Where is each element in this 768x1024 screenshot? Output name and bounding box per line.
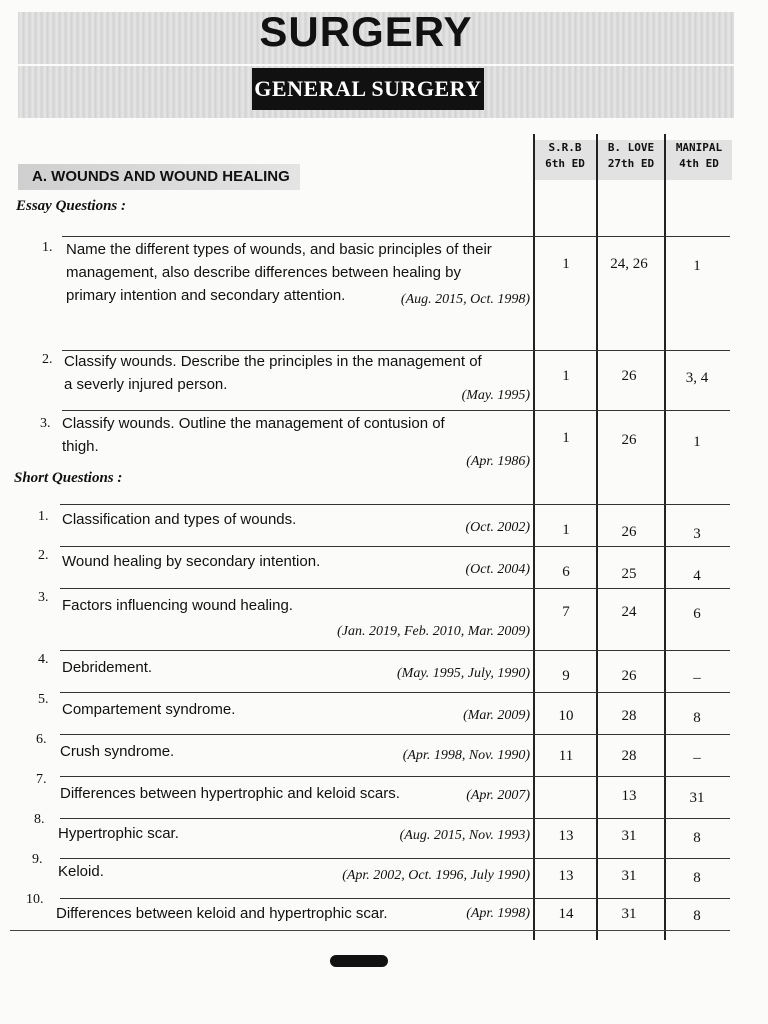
question-date: (Apr. 2007) — [466, 788, 530, 803]
question-number: 1. — [38, 509, 49, 524]
love-page: 24, 26 — [610, 256, 648, 272]
column-header-love — [598, 140, 664, 180]
question-line: a severly injured person. — [64, 376, 228, 393]
question-number: 2. — [38, 548, 49, 563]
question-text: Keloid. — [58, 863, 104, 880]
column-header-manipal — [666, 140, 732, 180]
question-number: 5. — [38, 692, 49, 707]
srb-page: 7 — [562, 604, 570, 620]
manipal-page: 8 — [693, 870, 701, 886]
row-separator — [60, 588, 730, 589]
love-page: 31 — [621, 828, 637, 844]
question-date: (May. 1995) — [461, 388, 530, 403]
footer-rule — [10, 930, 730, 931]
srb-page: 10 — [558, 708, 574, 724]
question-number: 10. — [26, 892, 44, 907]
manipal-page: 6 — [693, 606, 701, 622]
row-separator — [60, 650, 730, 651]
column-header-srb — [534, 140, 596, 180]
question-number: 6. — [36, 732, 47, 747]
question-text: Differences between keloid and hypertrophic scar. — [56, 905, 388, 922]
question-date: (Aug. 2015, Oct. 1998) — [400, 292, 530, 307]
love-page: 26 — [621, 432, 637, 448]
question-date: (Apr. 1998, Nov. 1990) — [402, 748, 530, 763]
section-heading: A. WOUNDS AND WOUND HEALING — [18, 164, 300, 190]
question-date: (Oct. 2004) — [465, 562, 530, 577]
manipal-page: 8 — [693, 908, 701, 924]
question-number: 3. — [40, 416, 51, 431]
srb-page: 1 — [562, 430, 570, 446]
column-header-love-title: B. LOVE — [607, 141, 655, 154]
manipal-page: 4 — [693, 568, 701, 584]
question-number: 3. — [38, 590, 49, 605]
question-line: Classify wounds. Describe the principles in the management of — [64, 353, 482, 370]
srb-page: 13 — [558, 868, 574, 884]
srb-page: 11 — [558, 748, 574, 764]
question-text: Classification and types of wounds. — [62, 511, 297, 528]
question-text: Debridement. — [62, 659, 153, 676]
question-number: 7. — [36, 772, 47, 787]
question-text — [62, 412, 528, 458]
question-date: (Oct. 2002) — [465, 520, 530, 535]
manipal-page: – — [693, 750, 701, 766]
question-date: (May. 1995, July, 1990) — [397, 666, 530, 681]
essay-questions-heading: Essay Questions : — [16, 198, 127, 214]
question-line: Classify wounds. Outline the management of contusion of — [62, 415, 445, 432]
page-marker — [330, 955, 388, 967]
manipal-page: 8 — [693, 830, 701, 846]
question-date: (Mar. 2009) — [463, 708, 530, 723]
srb-page: 14 — [558, 906, 574, 922]
manipal-page: 8 — [693, 710, 701, 726]
srb-page: 1 — [562, 256, 570, 272]
question-date: (Apr. 1986) — [466, 454, 530, 469]
question-number: 4. — [38, 652, 49, 667]
question-text: Compartement syndrome. — [62, 701, 236, 718]
love-page: 28 — [621, 748, 637, 764]
srb-page: 6 — [562, 564, 570, 580]
question-line: primary intention and secondary attention. — [66, 287, 346, 304]
question-date: (Aug. 2015, Nov. 1993) — [399, 828, 530, 843]
question-number: 1. — [42, 240, 53, 255]
love-page: 26 — [621, 668, 637, 684]
manipal-page: – — [693, 670, 701, 686]
question-number: 8. — [34, 812, 45, 827]
page-title: SURGERY — [259, 8, 473, 55]
question-date: (Apr. 1998) — [466, 906, 530, 921]
column-header-manipal-edition: 4th ED — [679, 157, 719, 170]
question-text: Factors influencing wound healing. — [62, 597, 293, 614]
row-separator — [60, 734, 730, 735]
srb-page: 9 — [562, 668, 570, 684]
question-number: 9. — [32, 852, 43, 867]
question-date: (Apr. 2002, Oct. 1996, July 1990) — [342, 868, 530, 883]
column-header-srb-edition: 6th ED — [545, 157, 585, 170]
row-separator — [60, 504, 730, 505]
row-separator — [60, 898, 730, 899]
question-line: Name the different types of wounds, and basic principles of their — [66, 241, 492, 258]
srb-page: 1 — [562, 368, 570, 384]
page-subtitle: GENERAL SURGERY — [252, 68, 484, 110]
love-page: 26 — [621, 368, 637, 384]
short-questions-heading: Short Questions : — [14, 470, 123, 486]
love-page: 31 — [621, 906, 637, 922]
love-page: 25 — [621, 566, 637, 582]
srb-page: 13 — [558, 828, 574, 844]
srb-page: 1 — [562, 522, 570, 538]
question-text: Hypertrophic scar. — [58, 825, 179, 842]
row-separator — [60, 692, 730, 693]
row-separator — [60, 818, 730, 819]
question-text: Wound healing by secondary intention. — [62, 553, 321, 570]
love-page: 24 — [621, 604, 637, 620]
love-page: 26 — [621, 524, 637, 540]
manipal-page: 3 — [693, 526, 701, 542]
manipal-page: 1 — [693, 258, 701, 274]
column-header-love-edition: 27th ED — [607, 157, 655, 170]
love-page: 13 — [621, 788, 637, 804]
column-header-manipal-title: MANIPAL — [675, 141, 723, 154]
row-separator — [60, 776, 730, 777]
question-line: management, also describe differences between healing by — [66, 264, 461, 281]
question-text: Crush syndrome. — [60, 743, 175, 760]
manipal-page: 1 — [693, 434, 701, 450]
column-header-srb-title: S.R.B — [548, 141, 582, 154]
question-date: (Jan. 2019, Feb. 2010, Mar. 2009) — [337, 624, 530, 639]
manipal-page: 31 — [689, 790, 705, 806]
row-separator — [60, 546, 730, 547]
love-page: 28 — [621, 708, 637, 724]
question-line: thigh. — [62, 438, 99, 455]
manipal-page: 3, 4 — [685, 370, 709, 386]
love-page: 31 — [621, 868, 637, 884]
question-number: 2. — [42, 352, 53, 367]
question-text: Differences between hypertrophic and keloid scars. — [60, 785, 400, 802]
